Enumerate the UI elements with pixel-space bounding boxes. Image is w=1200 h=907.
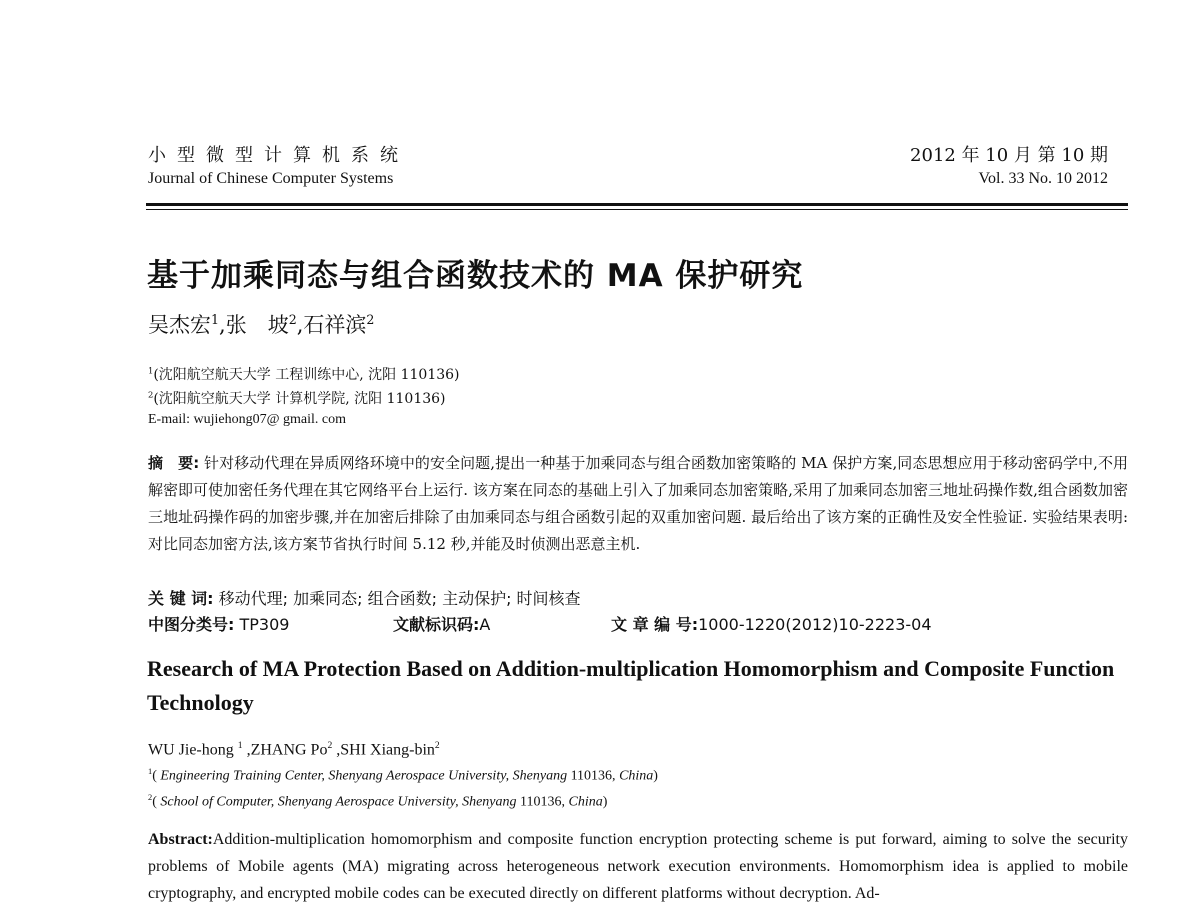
classification-row xyxy=(148,612,1128,636)
clc-code: 中图分类号: TP309 xyxy=(148,615,290,634)
affiliation-en: $^1$( Engineering Training Center, Shenyang Aerospace University, Shenyang 110136, China) xyxy=(148,767,658,784)
affiliation-cn: $^1$(沈阳航空航天大学 工程训练中心, 沈阳 110136) xyxy=(148,365,460,383)
author-sup: 2 xyxy=(366,312,375,327)
keywords xyxy=(148,586,581,609)
header-rule-thin xyxy=(146,209,1128,210)
keywords-label: 关 键 词: xyxy=(148,589,214,608)
header-rule-thick xyxy=(146,203,1128,206)
abstract-en-text: Addition-multiplication homomorphism and composite function encryption protecting scheme is put forward, aiming to solve the security problems of Mobile agents (MA) migrating across heterogeneous network execution environments. Homomorphism idea is applied to mobile cryptography, and encrypted mobile codes can be executed directly on different platforms without decryption. Ad- xyxy=(148,831,1128,902)
abstract-cn xyxy=(148,450,1128,558)
journal-name-cn: 小型微型计算机系统 xyxy=(148,145,409,166)
volume-info: Vol. 33 No. 10 2012 xyxy=(978,170,1108,187)
journal-name-en: Journal of Chinese Computer Systems xyxy=(148,170,394,187)
abstract-cn-label: 摘 要: xyxy=(148,454,200,472)
author-cn: 张 坡 xyxy=(225,313,289,337)
author-cn: 吴杰宏 xyxy=(148,313,211,337)
author-en: WU Jie-hong xyxy=(148,741,234,759)
author-sup: 2 xyxy=(288,312,297,327)
paper-title-cn: 基于加乘同态与组合函数技术的 MA 保护研究 xyxy=(147,258,804,294)
paper-title-en: Research of MA Protection Based on Addition-multiplication Homomorphism and Composite Function Technology xyxy=(147,656,1115,715)
document-code: 文献标识码:A xyxy=(393,615,491,634)
authors-en: WU Jie-hong $^1$ ,ZHANG Po$^2$ ,SHI Xiang-bin$^2$ xyxy=(148,740,440,759)
affiliation-en: $^2$( School of Computer, Shenyang Aerospace University, Shenyang 110136, China) xyxy=(148,793,608,810)
keywords-text: 移动代理; 加乘同态; 组合函数; 主动保护; 时间核查 xyxy=(218,589,581,608)
author-en: ZHANG Po xyxy=(250,741,328,759)
abstract-en-label: Abstract: xyxy=(148,831,213,848)
issue-date-cn: 2012 年 10 月 第 10 期 xyxy=(910,145,1108,166)
article-number: 文 章 编 号:1000-1220(2012)10-2223-04 xyxy=(611,615,932,634)
author-cn: 石祥滨 xyxy=(303,313,367,337)
abstract-cn-text: 针对移动代理在异质网络环境中的安全问题,提出一种基于加乘同态与组合函数加密策略的 MA 保护方案,同态思想应用于移动密码学中,不用解密即可使加密任务代理在其它网络平台上运行. 该方案在同态的基础上引入了加乘同态加密策略,采用了加乘同态加密三地址码操作数,组合函数加密三地址码操作码的加密步骤,并在加密后排除了由加乘同态与组合函数引起的双重加密问题. 最后给出了该方案的正确性及安全性验证. 实验结果表明:对比同态加密方法,该方案节省执行时间 5.12 秒,并能及时侦测出恶意主机. xyxy=(148,454,1129,553)
authors-cn: 吴杰宏$^1$,张 坡$^2$,石祥滨$^2$ xyxy=(148,312,375,337)
author-en: SHI Xiang-bin xyxy=(340,741,435,759)
author-sup: 1 xyxy=(211,312,220,327)
author-email: E-mail: wujiehong07@ gmail. com xyxy=(148,412,346,427)
affiliation-cn: $^2$(沈阳航空航天大学 计算机学院, 沈阳 110136) xyxy=(148,389,446,407)
